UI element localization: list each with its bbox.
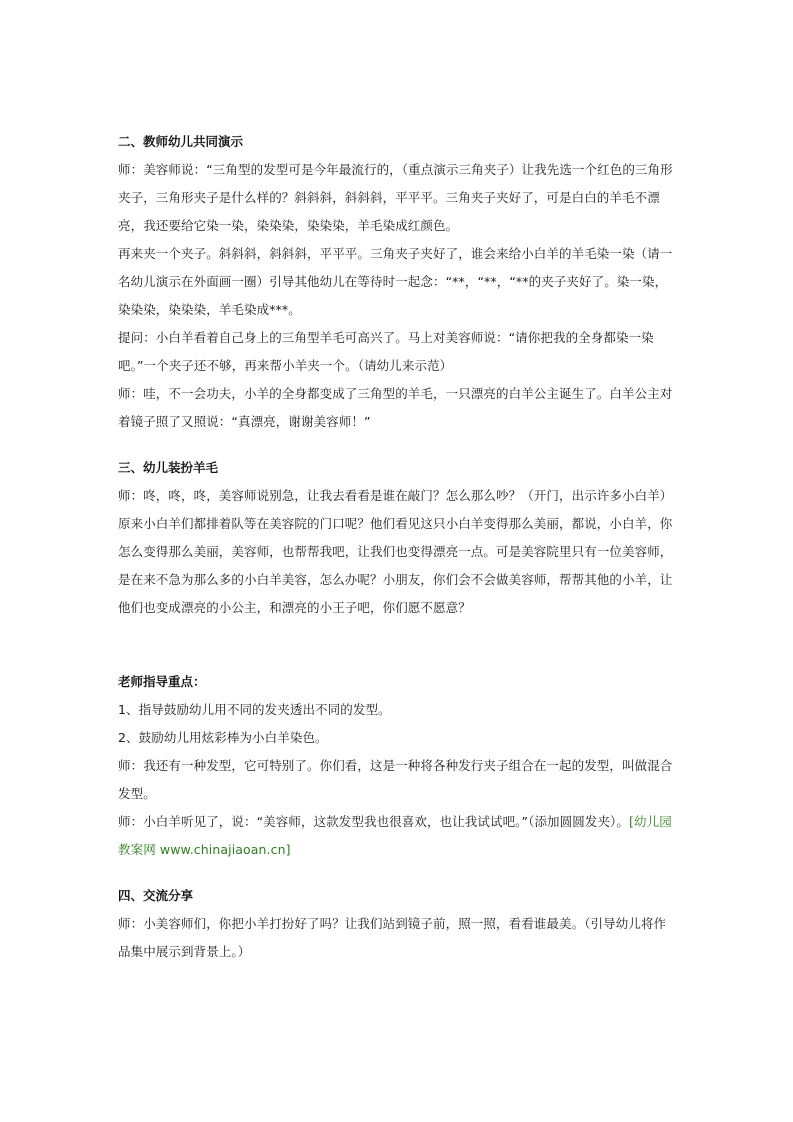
spacer: [118, 864, 678, 882]
section-2-paragraph-3: 提问：小白羊看着自己身上的三角型羊毛可高兴了。马上对美容师说：“请你把我的全身都染一染吧。”一个夹子还不够，再来帮小羊夹一个。（请幼儿来示范）: [118, 330, 654, 373]
source-link[interactable]: [幼儿园教案网 www.chinajiaoan.cn]: [118, 814, 672, 857]
guidance-item-1: 1、指导鼓励幼儿用不同的发夹透出不同的发型。: [118, 702, 391, 717]
spacer: [118, 436, 678, 454]
guidance-paragraph-2-text: 师：小白羊听见了，说：“美容师，这款发型我也很喜欢，也让我试试吧。”（添加圆圆发夹）。: [118, 814, 630, 829]
section-2-heading: 二、教师幼儿共同演示: [118, 134, 244, 149]
section-2-paragraph-2: 再来夹一个夹子。斜斜斜，斜斜斜，平平平。三角夹子夹好了，谁会来给小白羊的羊毛染一染（请一名幼儿演示在外面画一圈）引导其他幼儿在等待时一起念：“**，“**，“**的夹子夹好了。染一染，染染染，染染染，羊毛染成***。: [118, 246, 673, 317]
document-body: [118, 128, 678, 966]
section-2-paragraph-4: 师：哇，不一会功夫，小羊的全身都变成了三角型的羊毛，一只漂亮的白羊公主诞生了。白羊公主对着镜子照了又照说：“真漂亮，谢谢美容师！”: [118, 386, 673, 429]
section-4-paragraph-1: 师：小美容师们，你把小羊打扮好了吗？让我们站到镜子前，照一照，看看谁最美。（引导幼儿将作品集中展示到背景上。）: [118, 916, 667, 959]
guidance-item-2: 2、鼓励幼儿用炫彩棒为小白羊染色。: [118, 730, 328, 745]
section-3-paragraph-1: 师：咚，咚，咚，美容师说别急，让我去看看是谁在敲门？怎么那么吵？（开门，出示许多小白羊）原来小白羊们都排着队等在美容院的门口呢？他们看见这只小白羊变得那么美丽，都说，小白羊，你怎么变得那么美丽，美容师，也帮帮我吧，让我们也变得漂亮一点。可是美容院里只有一位美容师，是在来不急为那么多的小白羊美容，怎么办呢？小朋友，你们会不会做美容师，帮帮其他的小羊，让他们也变成漂亮的小公主，和漂亮的小王子吧，你们愿不愿意？: [118, 488, 673, 615]
spacer: [118, 622, 678, 668]
guidance-paragraph-2: [118, 808, 678, 864]
guidance-heading: 老师指导重点：: [118, 674, 206, 689]
guidance-paragraph-1: 师：我还有一种发型，它可特别了。你们看，这是一种将各种发行夹子组合在一起的发型，叫做混合发型。: [118, 758, 673, 801]
section-3-heading: 三、幼儿装扮羊毛: [118, 460, 219, 475]
section-4-heading: 四、交流分享: [118, 888, 194, 903]
section-2-paragraph-1: 师：美容师说：“三角型的发型可是今年最流行的，（重点演示三角夹子）让我先选一个红色的三角形夹子，三角形夹子是什么样的？斜斜斜，斜斜斜，平平平。三角夹子夹好了，可是白白的羊毛不漂亮，我还要给它染一染，染染染，染染染，羊毛染成红颜色。: [118, 162, 673, 233]
